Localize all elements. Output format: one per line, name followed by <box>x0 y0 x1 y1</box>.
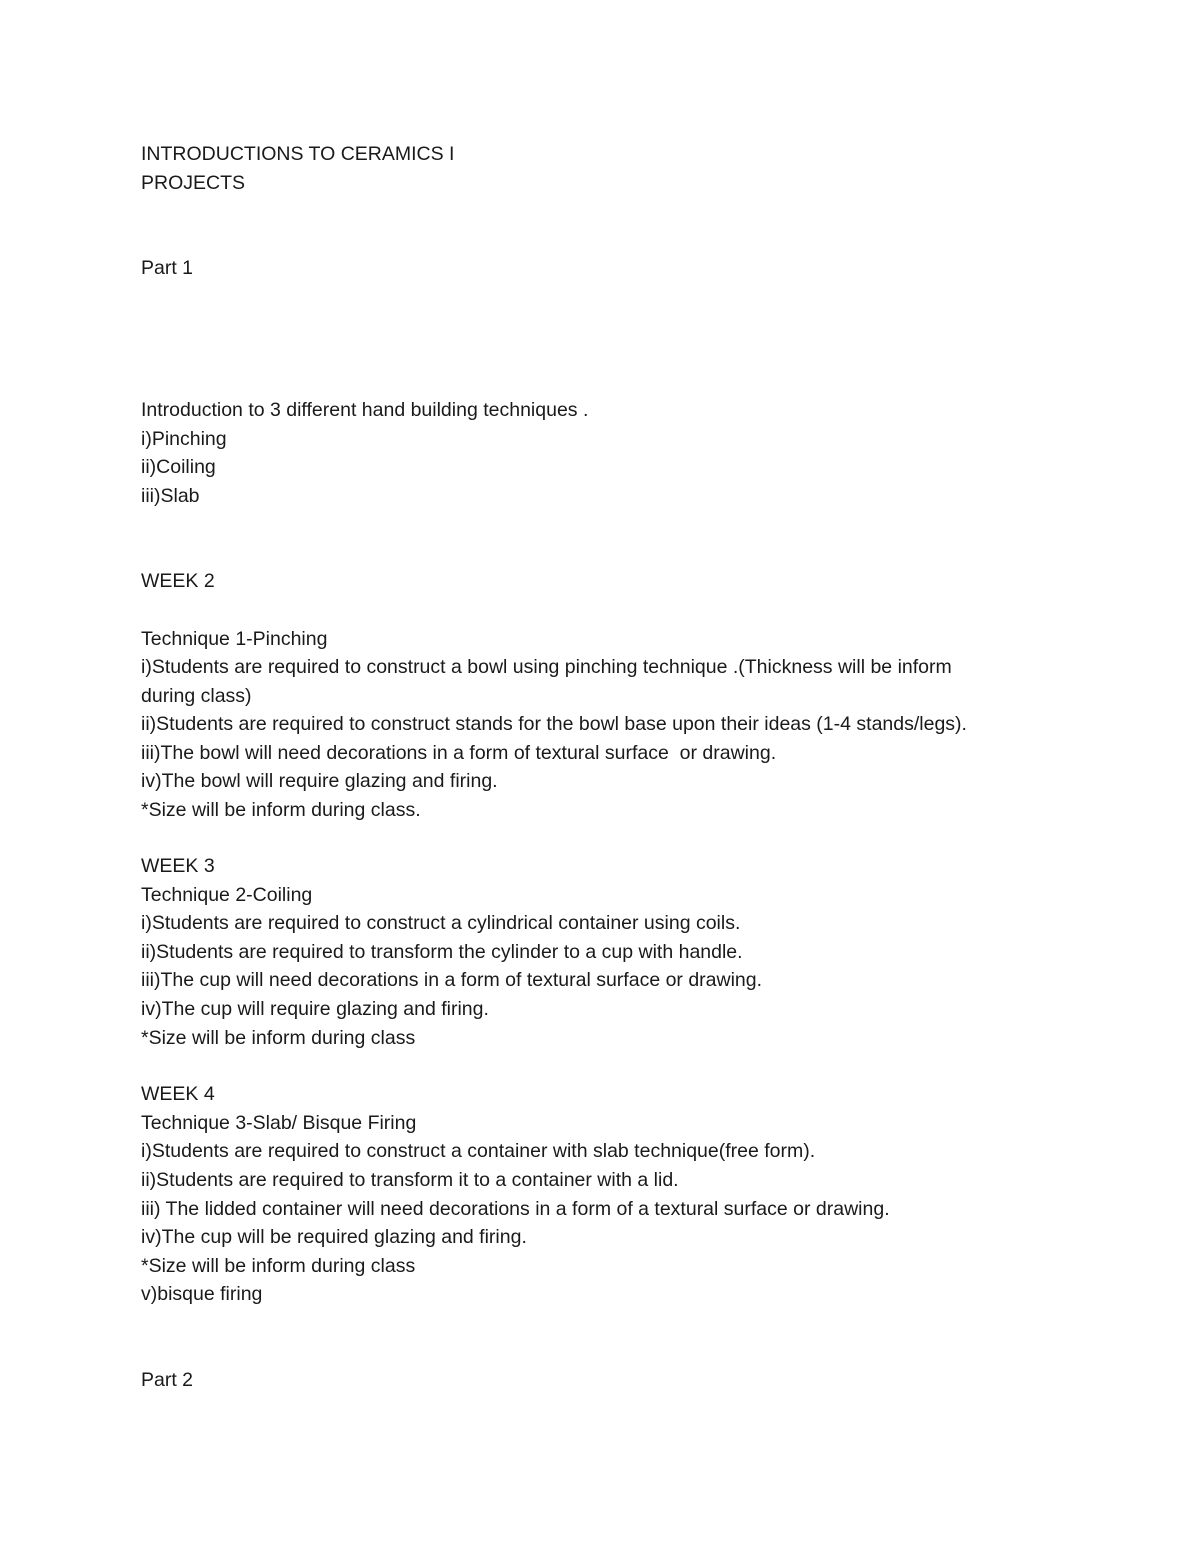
week2-line: ii)Students are required to construct stands for the bowl base upon their ideas (1-4 stands/legs). <box>141 713 967 735</box>
document-title: INTRODUCTIONS TO CERAMICS I <box>141 143 455 165</box>
week3-line: *Size will be inform during class <box>141 1027 416 1049</box>
week3-line: ii)Students are required to transform the cylinder to a cup with handle. <box>141 941 743 963</box>
part1-heading: Part 1 <box>141 257 194 279</box>
week2-technique: Technique 1-Pinching <box>141 628 328 650</box>
week2-line: iv)The bowl will require glazing and firing. <box>141 770 498 792</box>
week4-line: v)bisque firing <box>141 1283 263 1305</box>
week3-line: iii)The cup will need decorations in a form of textural surface or drawing. <box>141 969 763 991</box>
week3-technique: Technique 2-Coiling <box>141 884 313 906</box>
week3-line: i)Students are required to construct a cylindrical container using coils. <box>141 912 741 934</box>
week2-line: *Size will be inform during class. <box>141 799 421 821</box>
week2-line: iii)The bowl will need decorations in a form of textural surface or drawing. <box>141 742 777 764</box>
document-subtitle: PROJECTS <box>141 172 246 194</box>
intro-line: Introduction to 3 different hand building techniques . <box>141 399 589 421</box>
week4-heading: WEEK 4 <box>141 1083 215 1105</box>
week4-technique: Technique 3-Slab/ Bisque Firing <box>141 1112 417 1134</box>
week4-line: i)Students are required to construct a container with slab technique(free form). <box>141 1140 816 1162</box>
week3-heading: WEEK 3 <box>141 855 215 877</box>
week4-line: iv)The cup will be required glazing and firing. <box>141 1226 527 1248</box>
week2-line: i)Students are required to construct a bowl using pinching technique .(Thickness will be inform <box>141 656 952 678</box>
week4-line: ii)Students are required to transform it to a container with a lid. <box>141 1169 679 1191</box>
intro-item: iii)Slab <box>141 485 200 507</box>
week4-line: iii) The lidded container will need decorations in a form of a textural surface or drawing. <box>141 1198 890 1220</box>
intro-item: ii)Coiling <box>141 456 216 478</box>
week2-heading: WEEK 2 <box>141 570 215 592</box>
week3-line: iv)The cup will require glazing and firing. <box>141 998 489 1020</box>
week4-line: *Size will be inform during class <box>141 1255 416 1277</box>
intro-item: i)Pinching <box>141 428 227 450</box>
week2-line: during class) <box>141 685 252 707</box>
part2-heading: Part 2 <box>141 1369 194 1391</box>
